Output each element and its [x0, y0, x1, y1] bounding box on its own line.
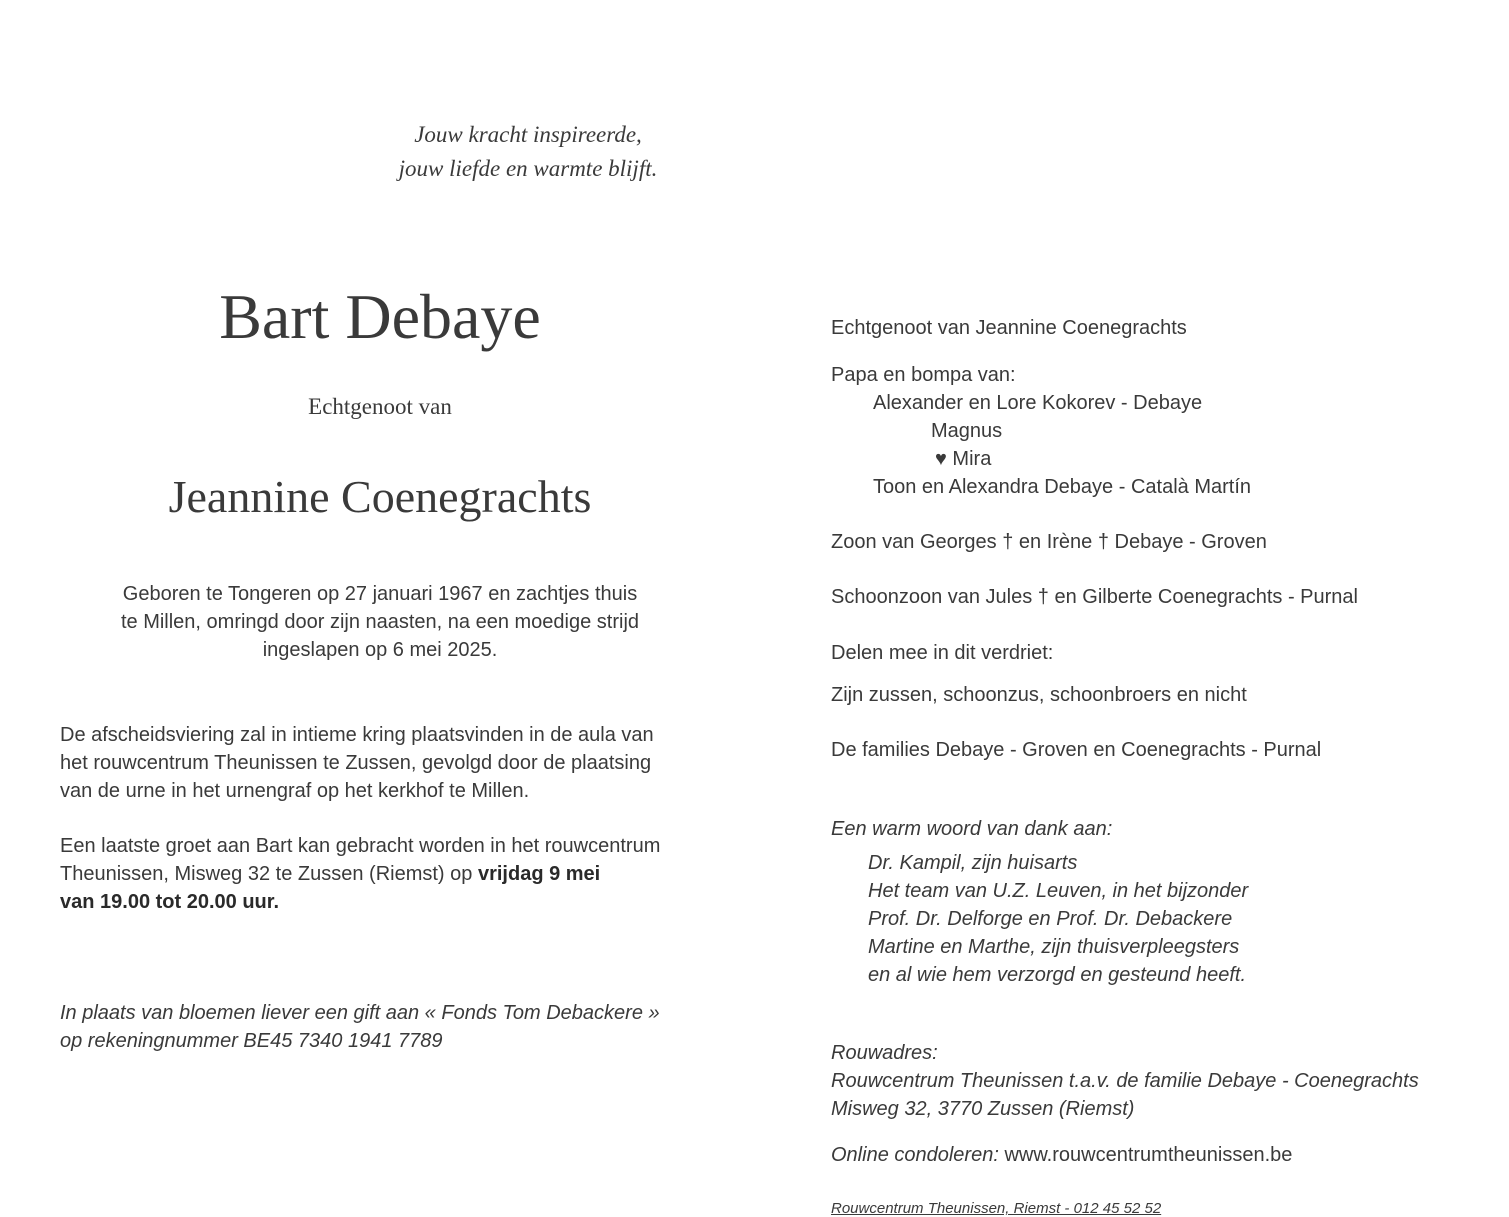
share-intro: Delen mee in dit verdriet:: [831, 642, 1054, 664]
online-url[interactable]: www.rouwcentrumtheunissen.be: [1004, 1144, 1293, 1166]
ceremony-line: het rouwcentrum Theunissen te Zussen, gevolgd door de plaatsing: [60, 752, 652, 774]
birth-paragraph: [80, 580, 680, 664]
spouse-intro: Echtgenoot van: [308, 394, 452, 419]
deceased-name: Bart Debaye: [219, 281, 541, 352]
child-line: Toon en Alexandra Debaye - Català Martín: [873, 476, 1251, 498]
quote-line-2: jouw liefde en warmte blijft.: [398, 156, 658, 181]
ceremony-paragraph: [60, 721, 720, 805]
child-line: Alexander en Lore Kokorev - Debaye: [873, 392, 1203, 414]
thanks-item: Prof. Dr. Delforge en Prof. Dr. Debackere: [868, 908, 1233, 930]
grandchild-line: ♥ Mira: [935, 448, 992, 470]
visit-location: Theunissen, Misweg 32 te Zussen (Riemst) op: [60, 863, 478, 885]
visit-paragraph: [60, 832, 720, 916]
birth-line: Geboren te Tongeren op 27 januari 1967 en zachtjes thuis: [122, 583, 638, 605]
siblings-line: Zijn zussen, schoonzus, schoonbroers en nicht: [831, 684, 1247, 706]
footer-funeral-home: Rouwcentrum Theunissen, Riemst - 012 45 52 52: [831, 1200, 1162, 1217]
grandchild-line: Magnus: [931, 420, 1003, 442]
visit-line: [60, 860, 720, 888]
birth-line: ingeslapen op 6 mei 2025.: [262, 639, 498, 661]
thanks-intro: Een warm woord van dank aan:: [831, 818, 1113, 840]
son-in-law-line: Schoonzoon van Jules † en Gilberte Coenegrachts - Purnal: [831, 586, 1358, 608]
gift-line: In plaats van bloemen liever een gift aan « Fonds Tom Debackere »: [60, 1002, 660, 1024]
thanks-item: Dr. Kampil, zijn huisarts: [868, 852, 1078, 874]
birth-line: te Millen, omringd door zijn naasten, na een moedige strijd: [120, 611, 640, 633]
quote-line-1: Jouw kracht inspireerde,: [414, 122, 642, 147]
gift-line: op rekeningnummer BE45 7340 1941 7789: [60, 1030, 443, 1052]
ceremony-line: van de urne in het urnengraf op het kerkhof te Millen.: [60, 780, 530, 802]
gift-paragraph: [60, 999, 720, 1055]
ceremony-line: De afscheidsviering zal in intieme kring plaatsvinden in de aula van: [60, 724, 654, 746]
address-label: Rouwadres:: [831, 1042, 938, 1064]
online-condolence: [831, 1141, 1292, 1169]
spouse-line: Echtgenoot van Jeannine Coenegrachts: [831, 317, 1187, 339]
online-label: Online condoleren:: [831, 1144, 999, 1166]
son-of-line: Zoon van Georges † en Irène † Debaye - Groven: [831, 531, 1267, 553]
visit-line: Een laatste groet aan Bart kan gebracht worden in het rouwcentrum: [60, 835, 661, 857]
visit-time-line: [60, 888, 720, 916]
address-line: Misweg 32, 3770 Zussen (Riemst): [831, 1098, 1135, 1120]
visit-time: van 19.00 tot 20.00 uur.: [60, 891, 279, 913]
thanks-item: Martine en Marthe, zijn thuisverpleegsters: [868, 936, 1240, 958]
thanks-item: Het team van U.Z. Leuven, in het bijzonder: [868, 880, 1249, 902]
spouse-name: Jeannine Coenegrachts: [168, 471, 592, 522]
thanks-item: en al wie hem verzorgd en gesteund heeft.: [868, 964, 1247, 986]
children-intro: Papa en bompa van:: [831, 364, 1016, 386]
address-line: Rouwcentrum Theunissen t.a.v. de familie Debaye - Coenegrachts: [831, 1070, 1419, 1092]
visit-date: vrijdag 9 mei: [477, 863, 601, 885]
families-line: De families Debaye - Groven en Coenegrachts - Purnal: [831, 739, 1322, 761]
